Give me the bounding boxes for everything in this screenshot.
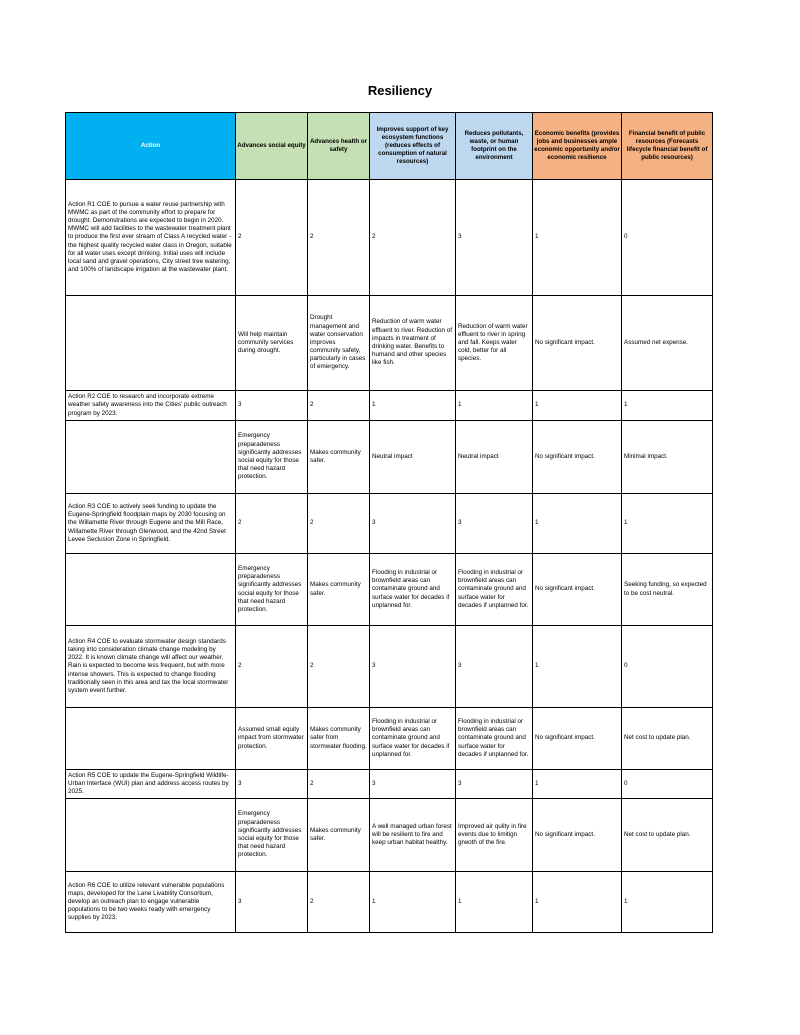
table-cell: 3: [370, 626, 456, 708]
table-cell: Makes community safer.: [308, 421, 370, 494]
table-cell: A well managed urban forest will be resilient to fire and keep urban habitat healthy.: [370, 799, 456, 872]
table-cell: 2: [308, 626, 370, 708]
table-cell: 1: [370, 391, 456, 421]
table-cell: Action R1 COE to pursue a water reuse partnership with MWMC as part of the community effort to prepare for drought. Demonstrations are expected to begin in 2020. MWMC will add facilities to the wastewater treatment plant to produce the first ever stream of Class A recycled water - the highest quality recycled water class in Oregon, suitable for all water uses except drinking. Initial uses will include local sand and gravel operations, City street tree watering, and 100% of landscape irrigation at the wastewater plant.: [66, 180, 236, 296]
table-cell: 3: [236, 872, 308, 933]
header-economic: Economic benefits (provides jobs and businesses ample economic opportunity and/or economic resilience: [533, 113, 622, 180]
table-cell: No significant impact.: [533, 554, 622, 626]
table-cell: 3: [456, 494, 533, 554]
page-title: Resiliency: [367, 83, 433, 98]
table-cell: Drought management and water conservation improves community safety, particularly in cases of emergency.: [308, 296, 370, 391]
table-row: [66, 770, 713, 799]
table-cell: 3: [236, 770, 308, 799]
table-cell: Flooding in industrial or brownfield areas can contaminate ground and surface water for decades if unplanned for.: [370, 708, 456, 770]
table-cell: Assumed net expense.: [622, 296, 713, 391]
table-cell: 1: [622, 872, 713, 933]
table-cell: Action R4 COE to evaluate stormwater design standards taking into consideration climate change modeling by 2022. It is known climate change will affect our weather. Rain is expected to become less frequent, but with more intense showers. This is expected to change flooding traditionally seen in this area and tax the local stormwater system event further.: [66, 626, 236, 708]
table-cell: Flooding in industrial or brownfield areas can contaminate ground and surface water for decades if unplanned for.: [456, 708, 533, 770]
table-row: [66, 180, 713, 296]
table-cell: No significant impact.: [533, 421, 622, 494]
table-cell: Emergency preparadeness significantly addresses social equity for those that need hazard protection.: [236, 421, 308, 494]
table-cell: Makes community safer from stormwater flooding.: [308, 708, 370, 770]
table-cell: Neutral impact: [456, 421, 533, 494]
table-row: [66, 391, 713, 421]
table-cell: 2: [236, 180, 308, 296]
table-cell: 3: [236, 391, 308, 421]
table-row: [66, 872, 713, 933]
table-cell: 2: [308, 872, 370, 933]
table-cell: Reduction of warm water effluent to river. Reduction of impacts in treatment of drinking water. Benefits to humand and other species like fish.: [370, 296, 456, 391]
table-cell: 0: [622, 180, 713, 296]
table-cell: 0: [622, 626, 713, 708]
header-financial: Financial benefit of public resources (Forecasts lifecycle financial benefit of public resources): [622, 113, 713, 180]
table-cell: No significant impact.: [533, 708, 622, 770]
table-cell: [66, 296, 236, 391]
table-row: [66, 494, 713, 554]
table-cell: 2: [308, 494, 370, 554]
table-cell: Emergency preparadeness significantly addresses social equity for those that need hazard protection.: [236, 554, 308, 626]
table-cell: 3: [456, 770, 533, 799]
table-row: [66, 708, 713, 770]
table-cell: 1: [533, 872, 622, 933]
table-cell: No significant impact.: [533, 296, 622, 391]
table-cell: [66, 421, 236, 494]
table-cell: Reduction of warm water effluent to river in spring and fall. Keeps water cold, better for all species.: [456, 296, 533, 391]
table-cell: Net cost to update plan.: [622, 799, 713, 872]
table-cell: Action R6 COE to utilize relevant vulnerable populations maps, developed for the Lane Livability Consortium, develop an outreach plan to engage vulnerable populations to be two weeks ready with emergency supplies by 2023.: [66, 872, 236, 933]
resiliency-table: [65, 112, 713, 933]
table-cell: 1: [533, 626, 622, 708]
table-cell: Neutral impact: [370, 421, 456, 494]
table-cell: 2: [308, 770, 370, 799]
table-row: [66, 554, 713, 626]
table-cell: 2: [370, 180, 456, 296]
table-row: [66, 626, 713, 708]
table-cell: Makes community safer.: [308, 554, 370, 626]
table-cell: Flooding in industrial or brownfield areas can contaminate ground and surface water for decades if unplanned for.: [370, 554, 456, 626]
table-cell: Action R3 COE to actively seek funding to update the Eugene-Springfield floodplain maps by 2030 focusing on the Willamette River through Eugene and the Mill Race, Willamette River through Glenwood, and the 42nd Street Levee Seclusion Zone in Springfield.: [66, 494, 236, 554]
table-cell: Flooding in industrial or brownfield areas can contaminate ground and surface water for decades if unplanned for.: [456, 554, 533, 626]
header-health-safety: Advances health or safety: [308, 113, 370, 180]
table-cell: [66, 708, 236, 770]
table-cell: 2: [236, 626, 308, 708]
table-cell: 3: [370, 770, 456, 799]
table-cell: 0: [622, 770, 713, 799]
table-cell: [66, 799, 236, 872]
table-cell: 1: [533, 391, 622, 421]
table-cell: 3: [456, 626, 533, 708]
table-row: [66, 799, 713, 872]
table-cell: 1: [533, 180, 622, 296]
table-cell: Net cost to update plan.: [622, 708, 713, 770]
table-cell: Emergency preparadeness significantly addresses social equity for those that need hazard protection.: [236, 799, 308, 872]
table-cell: 1: [533, 494, 622, 554]
table-cell: 1: [370, 872, 456, 933]
table-row: [66, 296, 713, 391]
table-cell: 2: [236, 494, 308, 554]
table-cell: Minimal impact.: [622, 421, 713, 494]
table-cell: No significant impact.: [533, 799, 622, 872]
table-cell: 2: [308, 180, 370, 296]
table-cell: Will help maintain community services during drought.: [236, 296, 308, 391]
table-cell: Assumed small equity impact from stormwater protection.: [236, 708, 308, 770]
header-social-equity: Advances social equity: [236, 113, 308, 180]
table-cell: Seeking funding, so expected to be cost neutral.: [622, 554, 713, 626]
header-ecosystem: Improves support of key ecosystem functions (reduces effects of consumption of natural resources): [370, 113, 456, 180]
table-cell: Makes community safer.: [308, 799, 370, 872]
table-row: [66, 421, 713, 494]
table-cell: 3: [456, 180, 533, 296]
table-cell: [66, 554, 236, 626]
header-action: Action: [66, 113, 236, 180]
header-pollutants: Reduces pollutants, waste, or human footprint on the environment: [456, 113, 533, 180]
table-cell: Action R2 COE to research and incorporate extreme weather safety awareness into the Cities' public outreach program by 2023.: [66, 391, 236, 421]
header-row: [66, 113, 713, 180]
table-cell: Action R5 COE to update the Eugene-Springfield Wildlife-Urban Interface (WUI) plan and address access routes by 2025.: [66, 770, 236, 799]
table-cell: 1: [622, 391, 713, 421]
table-cell: Improved air qulity in fire events due to limitign grwoth of the fire.: [456, 799, 533, 872]
table-cell: 1: [456, 391, 533, 421]
table-cell: 2: [308, 391, 370, 421]
table-cell: 1: [533, 770, 622, 799]
table-cell: 3: [370, 494, 456, 554]
table-cell: 1: [622, 494, 713, 554]
table-cell: 1: [456, 872, 533, 933]
